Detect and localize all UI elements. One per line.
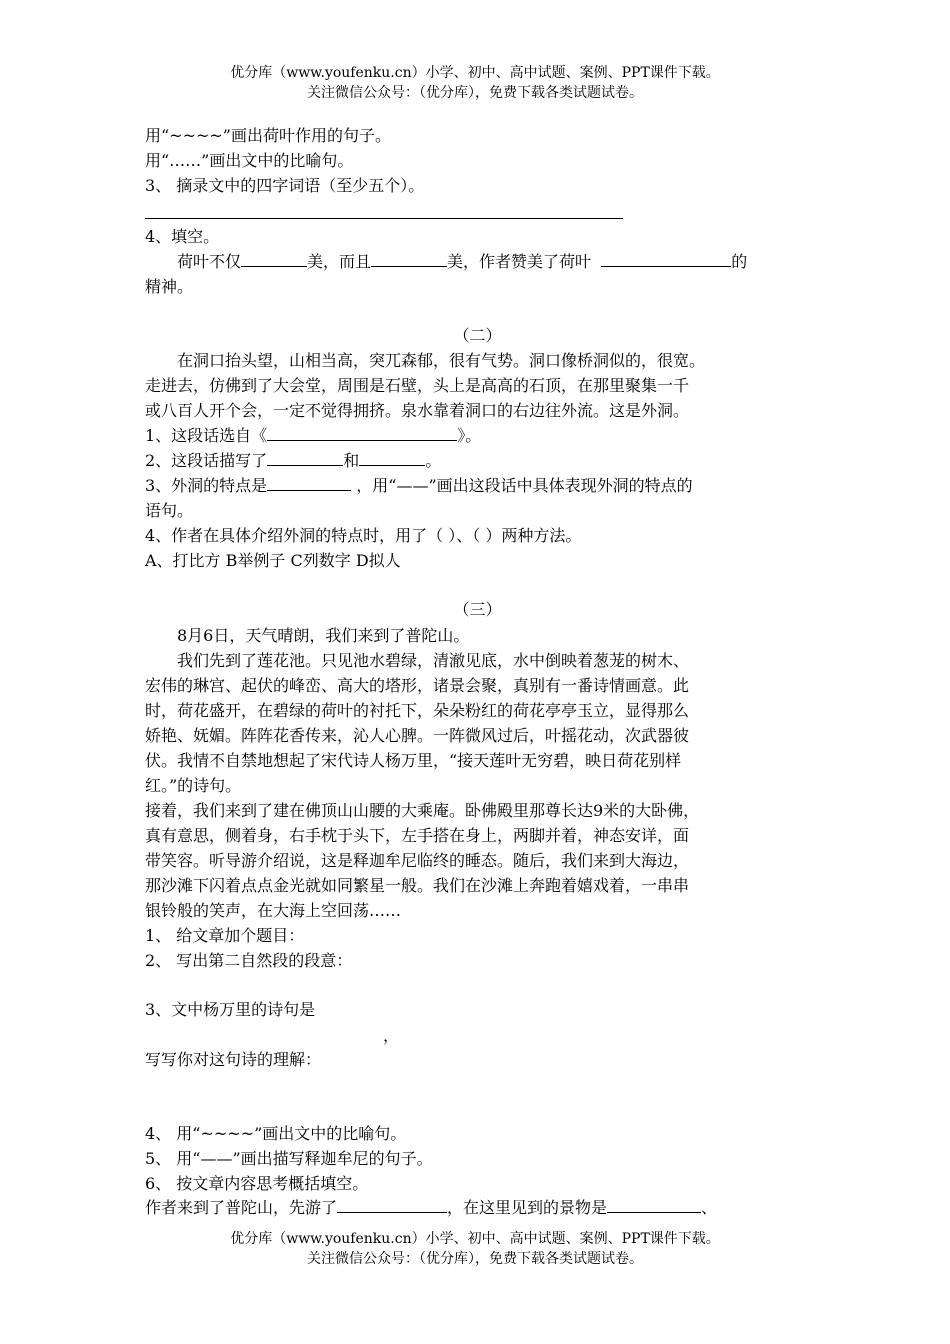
s2-q2-and: 和 <box>343 451 360 470</box>
s1-fill-a: 荷叶不仅 <box>177 252 242 271</box>
s3-para-3-line-3: 带笑容。听导游介绍说，这是释迦牟尼临终的睡态。随后，我们来到大海边， <box>145 851 690 870</box>
s2-q1-text: 1、这段话选自《 <box>145 426 268 445</box>
s2-question-3-cont: 语句。 <box>145 501 194 520</box>
s2-para-line-3: 或八百人开个会，一定不觉得拥挤。泉水靠着洞口的右边往外流。这是外洞。 <box>145 401 690 420</box>
s3-para-2-line-2: 宏伟的琳宫、起伏的峰峦、高大的塔形，诸景会聚，真别有一番诗情画意。此 <box>145 676 690 695</box>
s2-q2-end: 。 <box>425 451 442 470</box>
s3-question-6-fill <box>145 1196 810 1220</box>
s2-q1-end: 》。 <box>457 426 482 445</box>
s2-question-4: 4、作者在具体介绍外洞的特点时，用了（ ）、（ ）两种方法。 <box>145 526 582 545</box>
s3-para-2-line-6: 红。”的诗句。 <box>145 776 242 795</box>
s3-question-5: 5、 用“——”画出描写释迦牟尼的句子。 <box>145 1149 433 1168</box>
s2-q2-text: 2、这段话描写了 <box>145 451 268 470</box>
s3-question-3-comma: ， <box>383 1026 400 1045</box>
s3-para-2-line-5: 伏。我情不自禁地想起了宋代诗人杨万里，“接天莲叶无穷碧，映日荷花别样 <box>145 751 682 770</box>
blank <box>267 449 343 466</box>
s2-para-line-2: 走进去，仿佛到了大会堂，周围是石壁，头上是高高的石顶，在那里聚集一千 <box>145 376 690 395</box>
s1-fill-c: 美，作者赞美了荷叶 <box>447 252 592 271</box>
s3-q6-text-b: ，在这里见到的景物是 <box>447 1198 608 1217</box>
blank <box>359 449 425 466</box>
s3-para-3-line-2: 真有意思，侧着身，右手枕于头下，左手搭在身上，两脚并着，神态安详，面 <box>145 826 690 845</box>
blank <box>267 474 351 491</box>
s3-para-2-line-4: 娇艳、妩媚。阵阵花香传来，沁人心脾。一阵微风过后，叶摇花动，次武器彼 <box>145 726 690 745</box>
header-line-2: 关注微信公众号：（优分库），免费下载各类试题试卷。 <box>307 85 643 101</box>
footer-line-1: 优分库（www.youfenku.cn）小学、初中、高中试题、案例、PPT课件下载。 <box>230 1231 720 1247</box>
s3-para-1: 8月6日，天气晴朗，我们来到了普陀山。 <box>177 626 470 645</box>
blank <box>607 1196 701 1213</box>
s2-q3-text: 3、外洞的特点是 <box>145 476 268 495</box>
s1-fill-d: 的 <box>731 252 748 271</box>
s2-options: A、打比方 B举例子 C列数字 D拟人 <box>145 551 401 570</box>
blank <box>371 250 447 267</box>
blank <box>267 424 457 441</box>
s3-q6-text: 作者来到了普陀山，先游了 <box>145 1198 338 1217</box>
s2-para-line-1: 在洞口抬头望，山相当高，突兀森郁，很有气势。洞口像桥洞似的，很宽。 <box>177 351 706 370</box>
s3-q6-end: 、 <box>701 1198 718 1217</box>
header-line-1: 优分库（www.youfenku.cn）小学、初中、高中试题、案例、PPT课件下载。 <box>230 65 720 81</box>
answer-rule <box>145 218 623 219</box>
blank <box>241 250 307 267</box>
s3-question-3: 3、文中杨万里的诗句是 <box>145 1000 316 1019</box>
s3-question-6: 6、 按文章内容思考概括填空。 <box>145 1174 369 1193</box>
s3-para-3-line-1: 接着，我们来到了建在佛顶山山腰的大乘庵。卧佛殿里那尊长达9米的大卧佛， <box>145 801 700 820</box>
blank <box>601 250 731 267</box>
s1-line-2: 用“……”画出文中的比喻句。 <box>145 151 354 170</box>
s3-para-2-line-3: 时，荷花盛开，在碧绿的荷叶的衬托下，朵朵粉红的荷花亭亭玉立，显得那么 <box>145 701 690 720</box>
s1-fill-end: 精神。 <box>145 277 194 296</box>
section-3-title: （三） <box>453 600 502 619</box>
s3-para-2-line-1: 我们先到了莲花池。只见池水碧绿，清澈见底，水中倒映着葱茏的树木、 <box>177 651 690 670</box>
blank <box>337 1196 447 1213</box>
s3-question-4: 4、 用“~~~~”画出文中的比喻句。 <box>145 1124 407 1143</box>
s1-question-4: 4、填空。 <box>145 227 220 246</box>
s3-question-3b: 写写你对这句诗的理解： <box>145 1050 322 1069</box>
s3-question-2: 2、 写出第二自然段的段意： <box>145 951 353 970</box>
s1-fill-line <box>145 250 842 274</box>
s2-question-3 <box>145 474 810 498</box>
s1-question-3: 3、 摘录文中的四字词语（至少五个）。 <box>145 176 425 195</box>
section-2-title: （二） <box>453 326 502 345</box>
footer-line-2: 关注微信公众号：（优分库），免费下载各类试题试卷。 <box>307 1251 643 1267</box>
s2-question-1 <box>145 424 810 448</box>
s1-line-1: 用“~~~~”画出荷叶作用的句子。 <box>145 126 391 145</box>
s2-question-2 <box>145 449 810 473</box>
s1-fill-b: 美，而且 <box>307 252 372 271</box>
s2-q3-rest: ，用“——”画出这段话中具体表现外洞的特点的 <box>356 476 693 495</box>
s3-question-1: 1、 给文章加个题目： <box>145 926 305 945</box>
s3-para-3-line-5: 银铃般的笑声，在大海上空回荡…… <box>145 901 402 920</box>
s3-para-3-line-4: 那沙滩下闪着点点金光就如同繁星一般。我们在沙滩上奔跑着嬉戏着，一串串 <box>145 876 690 895</box>
